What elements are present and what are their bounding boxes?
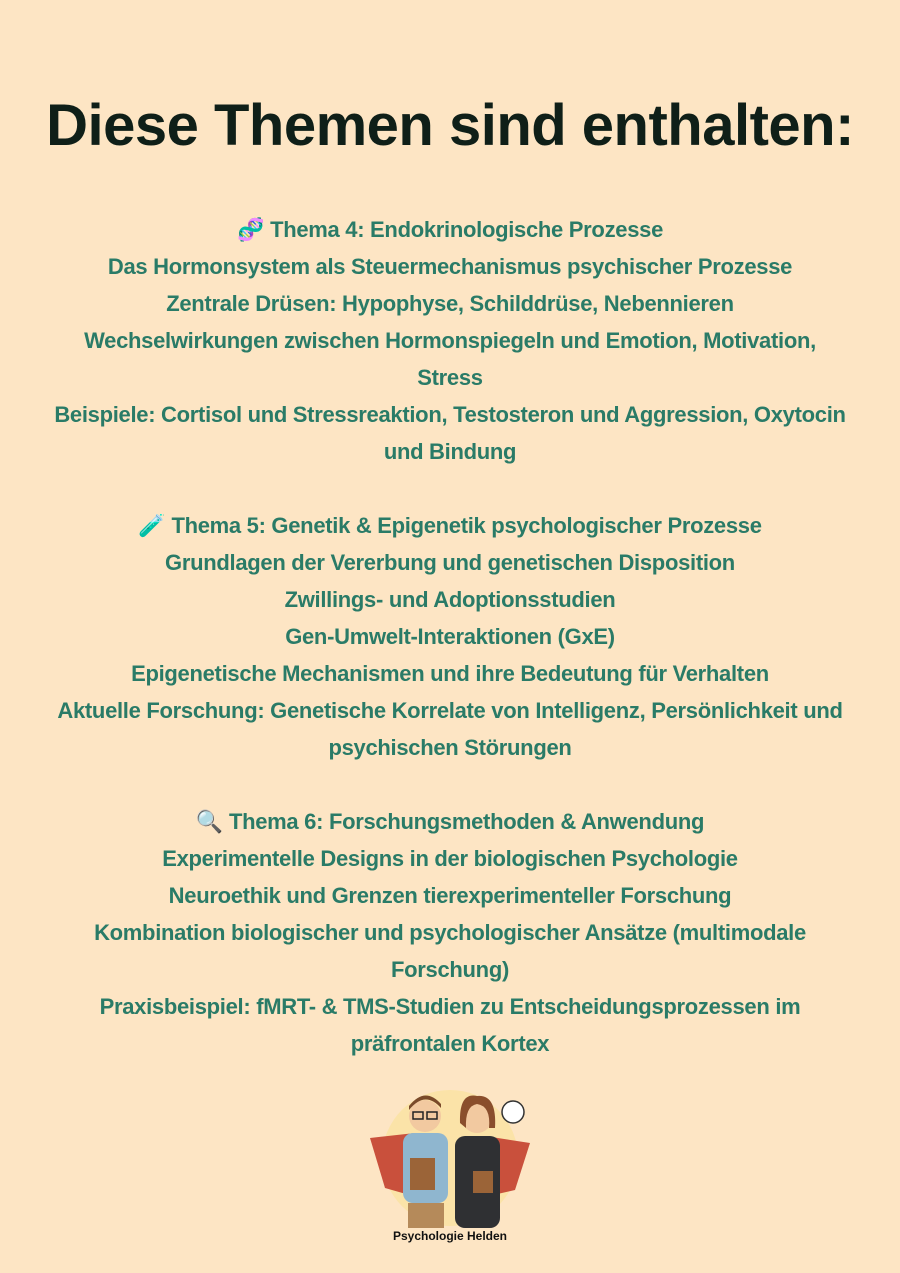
test-tube-icon: 🧪 bbox=[138, 513, 166, 538]
topic-section-6 bbox=[50, 803, 850, 1062]
list-item: Kombination biologischer und psychologischer Ansätze (multimodale Forschung) bbox=[94, 920, 806, 982]
man-trousers bbox=[408, 1203, 444, 1228]
topic-heading bbox=[50, 211, 850, 248]
topics-list bbox=[50, 211, 850, 1099]
psychologie-helden-logo bbox=[355, 1078, 545, 1228]
magnifier-icon: 🔍 bbox=[195, 809, 223, 834]
list-item: Beispiele: Cortisol und Stressreaktion, Testosteron und Aggression, Oxytocin und Bindung bbox=[54, 402, 846, 464]
topic-heading-text: Thema 4: Endokrinologische Prozesse bbox=[270, 217, 664, 242]
list-item: Aktuelle Forschung: Genetische Korrelate von Intelligenz, Persönlichkeit und psychischen Störungen bbox=[57, 698, 843, 760]
list-item: Epigenetische Mechanismen und ihre Bedeutung für Verhalten bbox=[131, 661, 769, 686]
list-item: Gen-Umwelt-Interaktionen (GxE) bbox=[285, 624, 615, 649]
page-title: Diese Themen sind enthalten: bbox=[46, 93, 854, 158]
book-icon bbox=[473, 1171, 493, 1193]
topic-heading-text: Thema 6: Forschungsmethoden & Anwendung bbox=[228, 809, 705, 834]
list-item: Experimentelle Designs in der biologischen Psychologie bbox=[162, 846, 738, 871]
list-item: Neuroethik und Grenzen tierexperimenteller Forschung bbox=[168, 883, 732, 908]
list-item: Zwillings- und Adoptionsstudien bbox=[284, 587, 616, 612]
list-item: Wechselwirkungen zwischen Hormonspiegeln und Emotion, Motivation, Stress bbox=[84, 328, 816, 390]
topic-section-5 bbox=[50, 507, 850, 766]
dna-icon: 🧬 bbox=[236, 217, 265, 242]
topic-heading bbox=[50, 803, 850, 840]
topic-heading bbox=[50, 507, 850, 544]
clipboard-icon bbox=[410, 1158, 435, 1190]
list-item: Zentrale Drüsen: Hypophyse, Schilddrüse, Nebennieren bbox=[166, 291, 734, 316]
list-item: Grundlagen der Vererbung und genetischen Disposition bbox=[165, 550, 735, 575]
topic-heading-text: Thema 5: Genetik & Epigenetik psychologischer Prozesse bbox=[171, 513, 762, 538]
logo-text: Psychologie Helden bbox=[392, 1229, 508, 1243]
list-item: Das Hormonsystem als Steuermechanismus psychischer Prozesse bbox=[107, 254, 793, 279]
list-item: Praxisbeispiel: fMRT- & TMS-Studien zu Entscheidungsprozessen im präfrontalen Kortex bbox=[99, 994, 801, 1056]
topic-section-4 bbox=[50, 211, 850, 470]
brain-speech-bubble-icon bbox=[502, 1101, 524, 1123]
